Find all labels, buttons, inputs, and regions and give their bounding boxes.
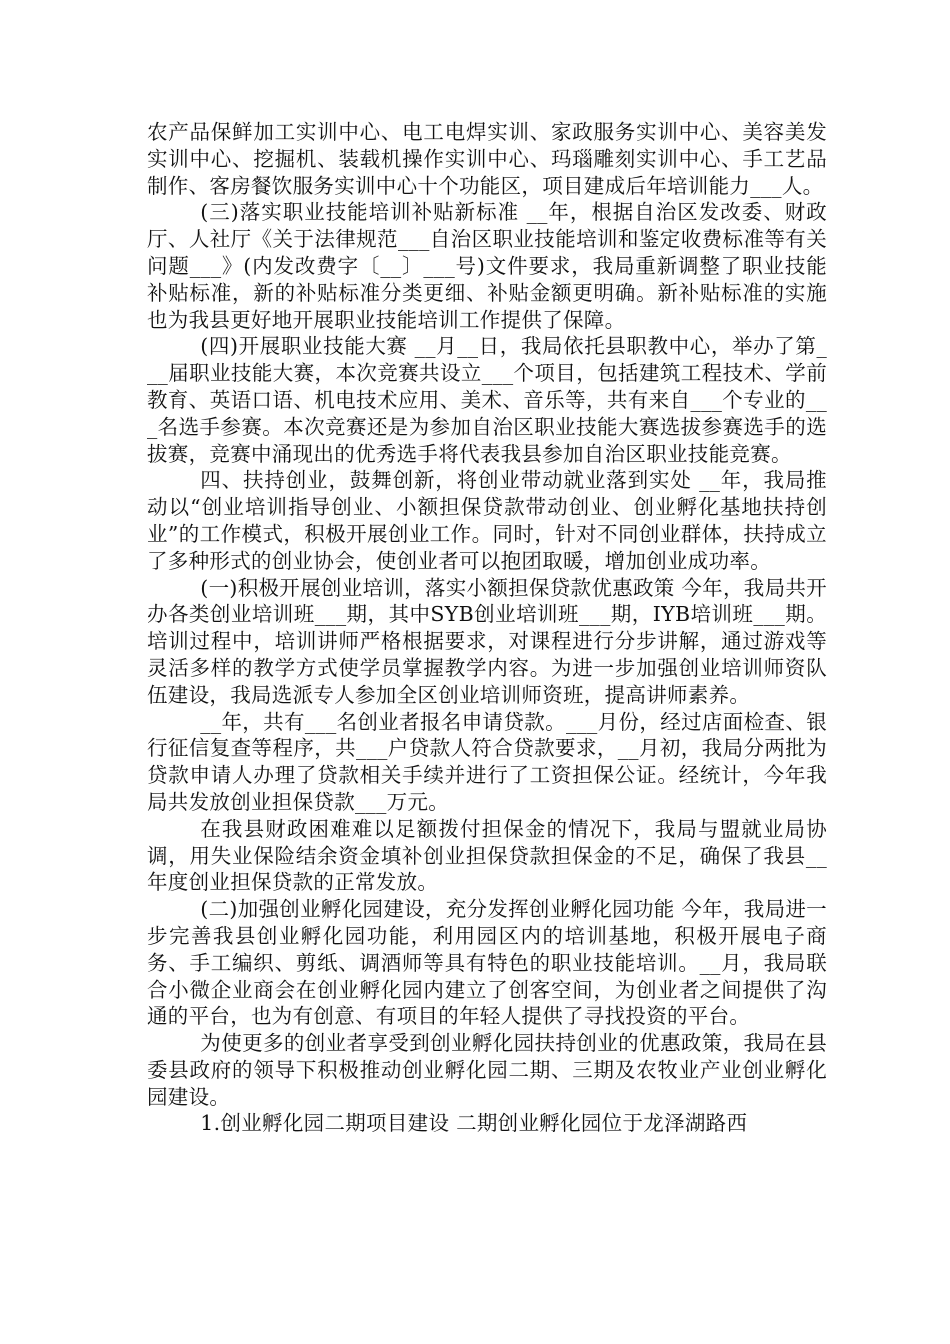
paragraph-loan-applications: __年，共有___名创业者报名申请贷款。___月份，经过店面检查、银行征信复查等程序，共___户贷款人符合贷款要求，__月初，我局分两批为贷款申请人办理了贷款相关手续并进行了工资担保公证。经统计，今年我局共发放创业担保贷款___万元。 bbox=[147, 709, 827, 814]
paragraph-skills-competition: (四)开展职业技能大赛 __月__日，我局依托县职教中心，举办了第___届职业技能大赛，本次竞赛共设立___个项目，包括建筑工程技术、学前教育、英语口语、机电技术应用、美术、音乐等，共有来自___个专业的___名选手参赛。本次竞赛还是为参加自治区职业技能大赛选拔参赛选手的选拔赛，竞赛中涌现出的优秀选手将代表我县参加自治区职业技能竞赛。 bbox=[147, 334, 827, 466]
paragraph-entrepreneurship-training: (一)积极开展创业培训，落实小额担保贷款优惠政策 今年，我局共开办各类创业培训班___期，其中SYB创业培训班___期，IYB培训班___期。培训过程中，培训讲师严格根据要求，对课程进行分步讲解，通过游戏等灵活多样的教学方式使学员掌握教学内容。为进一步加强创业培训师资队伍建设，我局选派专人参加全区创业培训师资班，提高讲师素养。 bbox=[147, 575, 827, 707]
paragraph-guarantee-fund: 在我县财政困难难以足额拨付担保金的情况下，我局与盟就业局协调，用失业保险结余资金填补创业担保贷款担保金的不足，确保了我县__年度创业担保贷款的正常发放。 bbox=[147, 816, 827, 895]
paragraph-phase-two-project: 1.创业孵化园二期项目建设 二期创业孵化园位于龙泽湖路西 bbox=[200, 1111, 748, 1136]
document-page bbox=[147, 119, 827, 1137]
paragraph-training-centers: 农产品保鲜加工实训中心、电工电焊实训、家政服务实训中心、美容美发实训中心、挖掘机、装载机操作实训中心、玛瑙雕刻实训中心、手工艺品制作、客房餐饮服务实训中心十个功能区，项目建成后年培训能力___人。 bbox=[147, 120, 827, 198]
paragraph-incubator-phases: 为使更多的创业者享受到创业孵化园扶持创业的优惠政策，我局在县委县政府的领导下积极推动创业孵化园二期、三期及农牧业产业创业孵化园建设。 bbox=[147, 1031, 827, 1109]
paragraph-incubator-construction: (二)加强创业孵化园建设，充分发挥创业孵化园功能 今年，我局进一步完善我县创业孵化园功能，利用园区内的培训基地，积极开展电子商务、手工编织、剪纸、调酒师等具有特色的职业技能培训。__月，我局联合小微企业商会在创业孵化园内建立了创客空间，为创业者之间提供了沟通的平台，也为有创意、有项目的年轻人提供了寻找投资的平台。 bbox=[147, 897, 827, 1029]
paragraph-support-entrepreneurship: 四、扶持创业，鼓舞创新，将创业带动就业落到实处 __年，我局推动以“创业培训指导创业、小额担保贷款带动创业、创业孵化基地扶持创业”的工作模式，积极开展创业工作。同时，针对不同创业群体，扶持成立了多种形式的创业协会，使创业者可以抱团取暖，增加创业成功率。 bbox=[147, 468, 827, 573]
paragraph-subsidy-standard: (三)落实职业技能培训补贴新标准 __年，根据自治区发改委、财政厅、人社厅《关于法律规范___自治区职业技能培训和鉴定收费标准等有关问题___》(内发改费字〔__〕___号)文件要求，我局重新调整了职业技能补贴标准，新的补贴标准分类更细、补贴金额更明确。新补贴标准的实施也为我县更好地开展职业技能培训工作提供了保障。 bbox=[147, 200, 827, 332]
